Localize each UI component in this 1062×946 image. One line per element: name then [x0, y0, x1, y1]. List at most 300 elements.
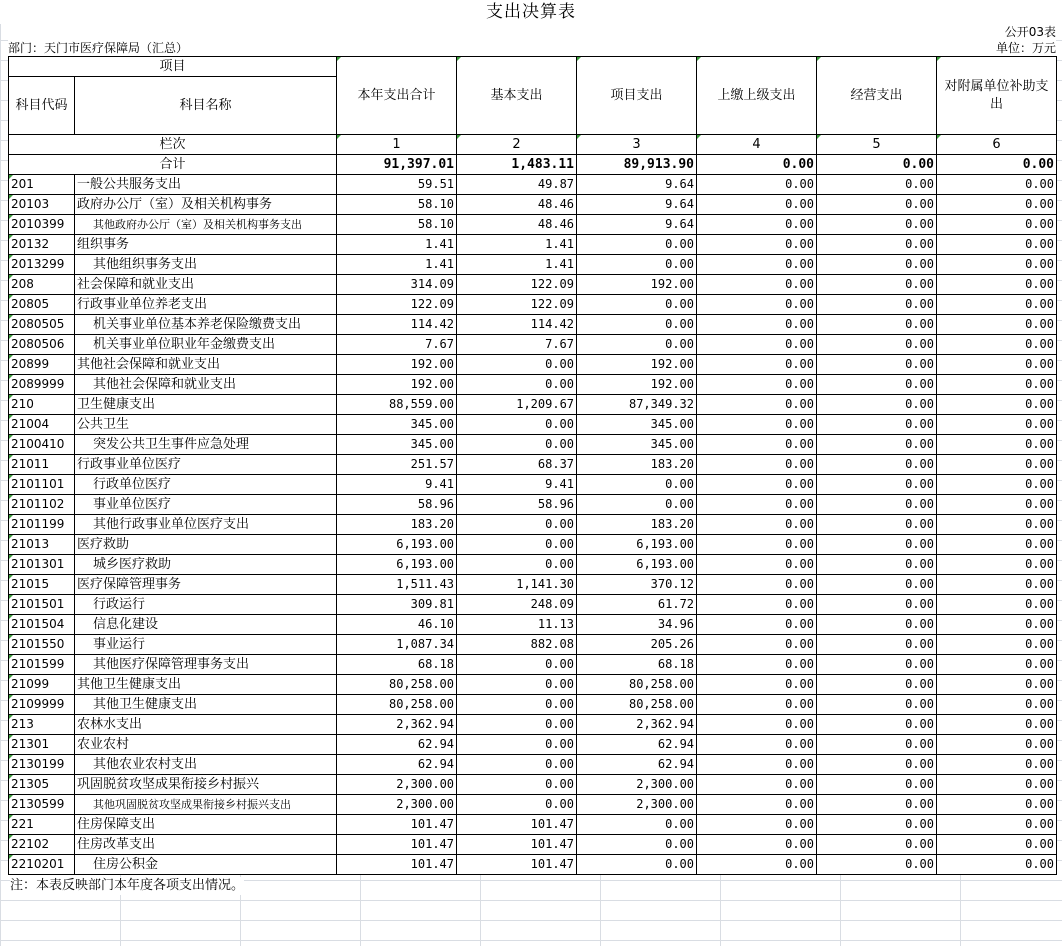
- subject-name-cell[interactable]: 其他组织事务支出: [75, 255, 337, 275]
- subject-name-cell[interactable]: 其他社会保障和就业支出: [75, 355, 337, 375]
- amount-cell[interactable]: 2,300.00: [577, 775, 697, 795]
- amount-cell[interactable]: 2,300.00: [337, 795, 457, 815]
- amount-cell[interactable]: 192.00: [577, 275, 697, 295]
- amount-cell[interactable]: 0.00: [817, 535, 937, 555]
- amount-cell[interactable]: 1.41: [337, 235, 457, 255]
- amount-cell[interactable]: 0.00: [697, 795, 817, 815]
- amount-cell[interactable]: 6,193.00: [337, 535, 457, 555]
- amount-cell[interactable]: 9.64: [577, 175, 697, 195]
- total-value[interactable]: 0.00: [937, 155, 1057, 175]
- amount-cell[interactable]: 0.00: [697, 235, 817, 255]
- subject-name-cell[interactable]: 卫生健康支出: [75, 395, 337, 415]
- amount-cell[interactable]: 68.18: [337, 655, 457, 675]
- amount-cell[interactable]: 0.00: [457, 515, 577, 535]
- amount-cell[interactable]: 0.00: [697, 815, 817, 835]
- amount-cell[interactable]: 0.00: [457, 435, 577, 455]
- amount-cell[interactable]: 192.00: [337, 375, 457, 395]
- subject-name-cell[interactable]: 行政运行: [75, 595, 337, 615]
- amount-cell[interactable]: 48.46: [457, 195, 577, 215]
- amount-cell[interactable]: 0.00: [937, 335, 1057, 355]
- amount-cell[interactable]: 0.00: [697, 755, 817, 775]
- amount-cell[interactable]: 7.67: [337, 335, 457, 355]
- amount-cell[interactable]: 114.42: [337, 315, 457, 335]
- amount-cell[interactable]: 0.00: [817, 235, 937, 255]
- subject-code-cell[interactable]: 213: [9, 715, 75, 735]
- amount-cell[interactable]: 1,141.30: [457, 575, 577, 595]
- subject-code-cell[interactable]: 2210201: [9, 855, 75, 875]
- amount-cell[interactable]: 0.00: [697, 195, 817, 215]
- amount-cell[interactable]: 101.47: [457, 855, 577, 875]
- amount-cell[interactable]: 0.00: [457, 415, 577, 435]
- subject-code-cell[interactable]: 221: [9, 815, 75, 835]
- subject-code-cell[interactable]: 2010399: [9, 215, 75, 235]
- amount-cell[interactable]: 58.96: [337, 495, 457, 515]
- amount-cell[interactable]: 59.51: [337, 175, 457, 195]
- amount-cell[interactable]: 9.41: [337, 475, 457, 495]
- amount-cell[interactable]: 101.47: [337, 835, 457, 855]
- subject-name-cell[interactable]: 事业运行: [75, 635, 337, 655]
- amount-cell[interactable]: 0.00: [817, 855, 937, 875]
- subject-code-cell[interactable]: 2130199: [9, 755, 75, 775]
- amount-cell[interactable]: 0.00: [697, 375, 817, 395]
- subject-name-cell[interactable]: 信息化建设: [75, 615, 337, 635]
- amount-cell[interactable]: 0.00: [577, 855, 697, 875]
- amount-cell[interactable]: 0.00: [937, 595, 1057, 615]
- amount-cell[interactable]: 0.00: [937, 235, 1057, 255]
- amount-cell[interactable]: 122.09: [457, 275, 577, 295]
- index-num[interactable]: 2: [457, 135, 577, 155]
- amount-cell[interactable]: 183.20: [577, 515, 697, 535]
- amount-cell[interactable]: 0.00: [937, 715, 1057, 735]
- subject-name-cell[interactable]: 社会保障和就业支出: [75, 275, 337, 295]
- subject-code-cell[interactable]: 201: [9, 175, 75, 195]
- amount-cell[interactable]: 1.41: [457, 255, 577, 275]
- amount-cell[interactable]: 0.00: [697, 855, 817, 875]
- subject-code-cell[interactable]: 2101301: [9, 555, 75, 575]
- amount-cell[interactable]: 0.00: [937, 675, 1057, 695]
- amount-cell[interactable]: 0.00: [457, 775, 577, 795]
- amount-cell[interactable]: 0.00: [697, 335, 817, 355]
- amount-cell[interactable]: 0.00: [937, 755, 1057, 775]
- amount-cell[interactable]: 114.42: [457, 315, 577, 335]
- amount-cell[interactable]: 0.00: [697, 555, 817, 575]
- amount-cell[interactable]: 0.00: [457, 755, 577, 775]
- subject-code-cell[interactable]: 2100410: [9, 435, 75, 455]
- amount-cell[interactable]: 0.00: [457, 675, 577, 695]
- amount-cell[interactable]: 0.00: [817, 255, 937, 275]
- amount-cell[interactable]: 0.00: [937, 655, 1057, 675]
- amount-cell[interactable]: 0.00: [817, 215, 937, 235]
- amount-cell[interactable]: 0.00: [577, 835, 697, 855]
- amount-cell[interactable]: 1.41: [337, 255, 457, 275]
- amount-cell[interactable]: 9.64: [577, 195, 697, 215]
- amount-cell[interactable]: 0.00: [817, 755, 937, 775]
- index-num[interactable]: 5: [817, 135, 937, 155]
- amount-cell[interactable]: 345.00: [337, 435, 457, 455]
- amount-cell[interactable]: 0.00: [577, 235, 697, 255]
- amount-cell[interactable]: 46.10: [337, 615, 457, 635]
- subject-name-cell[interactable]: 巩固脱贫攻坚成果衔接乡村振兴: [75, 775, 337, 795]
- subject-code-cell[interactable]: 2130599: [9, 795, 75, 815]
- subject-name-cell[interactable]: 机关事业单位基本养老保险缴费支出: [75, 315, 337, 335]
- amount-cell[interactable]: 0.00: [937, 435, 1057, 455]
- amount-cell[interactable]: 0.00: [817, 435, 937, 455]
- amount-cell[interactable]: 101.47: [457, 835, 577, 855]
- amount-cell[interactable]: 0.00: [817, 575, 937, 595]
- amount-cell[interactable]: 0.00: [697, 495, 817, 515]
- amount-cell[interactable]: 0.00: [937, 795, 1057, 815]
- amount-cell[interactable]: 0.00: [817, 355, 937, 375]
- amount-cell[interactable]: 1.41: [457, 235, 577, 255]
- amount-cell[interactable]: 58.10: [337, 215, 457, 235]
- amount-cell[interactable]: 0.00: [817, 195, 937, 215]
- amount-cell[interactable]: 6,193.00: [577, 555, 697, 575]
- subject-code-cell[interactable]: 21301: [9, 735, 75, 755]
- amount-cell[interactable]: 0.00: [697, 675, 817, 695]
- amount-cell[interactable]: 0.00: [817, 615, 937, 635]
- amount-cell[interactable]: 62.94: [577, 735, 697, 755]
- amount-cell[interactable]: 0.00: [937, 855, 1057, 875]
- subject-code-cell[interactable]: 21015: [9, 575, 75, 595]
- subject-name-cell[interactable]: 组织事务: [75, 235, 337, 255]
- amount-cell[interactable]: 0.00: [457, 695, 577, 715]
- amount-cell[interactable]: 192.00: [577, 375, 697, 395]
- amount-cell[interactable]: 68.18: [577, 655, 697, 675]
- amount-cell[interactable]: 0.00: [697, 635, 817, 655]
- total-label[interactable]: 合计: [9, 155, 337, 175]
- subject-name-cell[interactable]: 事业单位医疗: [75, 495, 337, 515]
- amount-cell[interactable]: 248.09: [457, 595, 577, 615]
- header-col-5[interactable]: 经营支出: [817, 57, 937, 135]
- amount-cell[interactable]: 1,209.67: [457, 395, 577, 415]
- amount-cell[interactable]: 0.00: [697, 215, 817, 235]
- amount-cell[interactable]: 0.00: [937, 375, 1057, 395]
- subject-code-cell[interactable]: 2101101: [9, 475, 75, 495]
- amount-cell[interactable]: 0.00: [817, 475, 937, 495]
- amount-cell[interactable]: 0.00: [697, 355, 817, 375]
- header-col-4[interactable]: 上缴上级支出: [697, 57, 817, 135]
- amount-cell[interactable]: 0.00: [937, 635, 1057, 655]
- amount-cell[interactable]: 0.00: [577, 495, 697, 515]
- amount-cell[interactable]: 0.00: [457, 655, 577, 675]
- amount-cell[interactable]: 1,087.34: [337, 635, 457, 655]
- amount-cell[interactable]: 0.00: [457, 355, 577, 375]
- amount-cell[interactable]: 0.00: [817, 675, 937, 695]
- amount-cell[interactable]: 0.00: [937, 495, 1057, 515]
- amount-cell[interactable]: 80,258.00: [337, 675, 457, 695]
- subject-name-cell[interactable]: 其他农业农村支出: [75, 755, 337, 775]
- amount-cell[interactable]: 0.00: [697, 775, 817, 795]
- amount-cell[interactable]: 68.37: [457, 455, 577, 475]
- subject-code-cell[interactable]: 20899: [9, 355, 75, 375]
- amount-cell[interactable]: 0.00: [937, 555, 1057, 575]
- subject-code-cell[interactable]: 2101599: [9, 655, 75, 675]
- amount-cell[interactable]: 0.00: [817, 175, 937, 195]
- amount-cell[interactable]: 205.26: [577, 635, 697, 655]
- amount-cell[interactable]: 0.00: [697, 295, 817, 315]
- amount-cell[interactable]: 11.13: [457, 615, 577, 635]
- subject-code-cell[interactable]: 21099: [9, 675, 75, 695]
- subject-code-cell[interactable]: 210: [9, 395, 75, 415]
- amount-cell[interactable]: 0.00: [697, 255, 817, 275]
- amount-cell[interactable]: 0.00: [697, 275, 817, 295]
- amount-cell[interactable]: 0.00: [577, 475, 697, 495]
- amount-cell[interactable]: 6,193.00: [337, 555, 457, 575]
- amount-cell[interactable]: 101.47: [457, 815, 577, 835]
- amount-cell[interactable]: 0.00: [697, 735, 817, 755]
- amount-cell[interactable]: 80,258.00: [577, 695, 697, 715]
- subject-code-cell[interactable]: 2080505: [9, 315, 75, 335]
- total-value[interactable]: 0.00: [817, 155, 937, 175]
- amount-cell[interactable]: 0.00: [817, 555, 937, 575]
- amount-cell[interactable]: 882.08: [457, 635, 577, 655]
- amount-cell[interactable]: 2,362.94: [337, 715, 457, 735]
- amount-cell[interactable]: 0.00: [817, 695, 937, 715]
- amount-cell[interactable]: 80,258.00: [337, 695, 457, 715]
- amount-cell[interactable]: 0.00: [937, 215, 1057, 235]
- subject-code-cell[interactable]: 21011: [9, 455, 75, 475]
- amount-cell[interactable]: 62.94: [337, 755, 457, 775]
- amount-cell[interactable]: 345.00: [577, 415, 697, 435]
- amount-cell[interactable]: 0.00: [937, 415, 1057, 435]
- amount-cell[interactable]: 2,362.94: [577, 715, 697, 735]
- subject-code-cell[interactable]: 2101504: [9, 615, 75, 635]
- amount-cell[interactable]: 345.00: [577, 435, 697, 455]
- amount-cell[interactable]: 0.00: [937, 275, 1057, 295]
- amount-cell[interactable]: 61.72: [577, 595, 697, 615]
- amount-cell[interactable]: 2,300.00: [337, 775, 457, 795]
- amount-cell[interactable]: 0.00: [697, 835, 817, 855]
- subject-name-cell[interactable]: 其他卫生健康支出: [75, 675, 337, 695]
- amount-cell[interactable]: 0.00: [817, 515, 937, 535]
- amount-cell[interactable]: 0.00: [697, 455, 817, 475]
- amount-cell[interactable]: 0.00: [697, 515, 817, 535]
- amount-cell[interactable]: 62.94: [577, 755, 697, 775]
- amount-cell[interactable]: 183.20: [337, 515, 457, 535]
- amount-cell[interactable]: 251.57: [337, 455, 457, 475]
- subject-code-cell[interactable]: 21305: [9, 775, 75, 795]
- amount-cell[interactable]: 0.00: [937, 315, 1057, 335]
- amount-cell[interactable]: 0.00: [697, 315, 817, 335]
- amount-cell[interactable]: 2,300.00: [577, 795, 697, 815]
- amount-cell[interactable]: 88,559.00: [337, 395, 457, 415]
- amount-cell[interactable]: 122.09: [457, 295, 577, 315]
- amount-cell[interactable]: 0.00: [817, 375, 937, 395]
- subject-name-cell[interactable]: 公共卫生: [75, 415, 337, 435]
- subject-code-cell[interactable]: 20132: [9, 235, 75, 255]
- amount-cell[interactable]: 0.00: [577, 295, 697, 315]
- amount-cell[interactable]: 0.00: [937, 815, 1057, 835]
- amount-cell[interactable]: 0.00: [817, 735, 937, 755]
- subject-name-cell[interactable]: 行政事业单位养老支出: [75, 295, 337, 315]
- subject-name-cell[interactable]: 住房公积金: [75, 855, 337, 875]
- amount-cell[interactable]: 0.00: [697, 395, 817, 415]
- amount-cell[interactable]: 0.00: [817, 455, 937, 475]
- amount-cell[interactable]: 0.00: [937, 835, 1057, 855]
- amount-cell[interactable]: 80,258.00: [577, 675, 697, 695]
- total-value[interactable]: 91,397.01: [337, 155, 457, 175]
- amount-cell[interactable]: 62.94: [337, 735, 457, 755]
- amount-cell[interactable]: 192.00: [577, 355, 697, 375]
- amount-cell[interactable]: 101.47: [337, 855, 457, 875]
- amount-cell[interactable]: 0.00: [697, 435, 817, 455]
- subject-name-cell[interactable]: 行政事业单位医疗: [75, 455, 337, 475]
- amount-cell[interactable]: 0.00: [937, 295, 1057, 315]
- amount-cell[interactable]: 0.00: [937, 455, 1057, 475]
- amount-cell[interactable]: 0.00: [697, 475, 817, 495]
- subject-name-cell[interactable]: 城乡医疗救助: [75, 555, 337, 575]
- total-value[interactable]: 1,483.11: [457, 155, 577, 175]
- amount-cell[interactable]: 0.00: [577, 335, 697, 355]
- amount-cell[interactable]: 0.00: [817, 775, 937, 795]
- subject-name-cell[interactable]: 其他医疗保障管理事务支出: [75, 655, 337, 675]
- subject-code-cell[interactable]: 21004: [9, 415, 75, 435]
- header-code[interactable]: 科目代码: [9, 77, 75, 135]
- subject-code-cell[interactable]: 2013299: [9, 255, 75, 275]
- amount-cell[interactable]: 0.00: [817, 795, 937, 815]
- subject-name-cell[interactable]: 农林水支出: [75, 715, 337, 735]
- amount-cell[interactable]: 0.00: [817, 715, 937, 735]
- header-col-1[interactable]: 本年支出合计: [337, 57, 457, 135]
- amount-cell[interactable]: 0.00: [697, 595, 817, 615]
- amount-cell[interactable]: 0.00: [817, 495, 937, 515]
- subject-name-cell[interactable]: 其他社会保障和就业支出: [75, 375, 337, 395]
- total-value[interactable]: 89,913.90: [577, 155, 697, 175]
- amount-cell[interactable]: 0.00: [697, 575, 817, 595]
- subject-code-cell[interactable]: 2080506: [9, 335, 75, 355]
- amount-cell[interactable]: 0.00: [457, 795, 577, 815]
- amount-cell[interactable]: 0.00: [457, 555, 577, 575]
- amount-cell[interactable]: 183.20: [577, 455, 697, 475]
- amount-cell[interactable]: 58.10: [337, 195, 457, 215]
- amount-cell[interactable]: 0.00: [697, 415, 817, 435]
- index-num[interactable]: 6: [937, 135, 1057, 155]
- amount-cell[interactable]: 0.00: [577, 255, 697, 275]
- amount-cell[interactable]: 0.00: [697, 535, 817, 555]
- subject-name-cell[interactable]: 住房保障支出: [75, 815, 337, 835]
- subject-name-cell[interactable]: 突发公共卫生事件应急处理: [75, 435, 337, 455]
- amount-cell[interactable]: 0.00: [937, 175, 1057, 195]
- subject-name-cell[interactable]: 其他卫生健康支出: [75, 695, 337, 715]
- amount-cell[interactable]: 0.00: [817, 815, 937, 835]
- amount-cell[interactable]: 101.47: [337, 815, 457, 835]
- amount-cell[interactable]: 0.00: [817, 335, 937, 355]
- index-num[interactable]: 4: [697, 135, 817, 155]
- index-num[interactable]: 1: [337, 135, 457, 155]
- header-col-2[interactable]: 基本支出: [457, 57, 577, 135]
- subject-name-cell[interactable]: 住房改革支出: [75, 835, 337, 855]
- subject-name-cell[interactable]: 一般公共服务支出: [75, 175, 337, 195]
- subject-name-cell[interactable]: 其他政府办公厅（室）及相关机构事务支出: [75, 215, 337, 235]
- amount-cell[interactable]: 0.00: [817, 655, 937, 675]
- amount-cell[interactable]: 0.00: [457, 535, 577, 555]
- subject-name-cell[interactable]: 农业农村: [75, 735, 337, 755]
- amount-cell[interactable]: 0.00: [697, 655, 817, 675]
- amount-cell[interactable]: 0.00: [577, 815, 697, 835]
- amount-cell[interactable]: 58.96: [457, 495, 577, 515]
- subject-code-cell[interactable]: 2101102: [9, 495, 75, 515]
- amount-cell[interactable]: 0.00: [937, 695, 1057, 715]
- amount-cell[interactable]: 0.00: [937, 515, 1057, 535]
- index-label[interactable]: 栏次: [9, 135, 337, 155]
- amount-cell[interactable]: 345.00: [337, 415, 457, 435]
- subject-name-cell[interactable]: 其他巩固脱贫攻坚成果衔接乡村振兴支出: [75, 795, 337, 815]
- amount-cell[interactable]: 7.67: [457, 335, 577, 355]
- subject-name-cell[interactable]: 行政单位医疗: [75, 475, 337, 495]
- subject-name-cell[interactable]: 机关事业单位职业年金缴费支出: [75, 335, 337, 355]
- amount-cell[interactable]: 6,193.00: [577, 535, 697, 555]
- amount-cell[interactable]: 0.00: [697, 175, 817, 195]
- amount-cell[interactable]: 49.87: [457, 175, 577, 195]
- amount-cell[interactable]: 0.00: [937, 615, 1057, 635]
- subject-name-cell[interactable]: 医疗救助: [75, 535, 337, 555]
- amount-cell[interactable]: 0.00: [817, 595, 937, 615]
- amount-cell[interactable]: 0.00: [817, 295, 937, 315]
- subject-code-cell[interactable]: 22102: [9, 835, 75, 855]
- amount-cell[interactable]: 309.81: [337, 595, 457, 615]
- amount-cell[interactable]: 0.00: [817, 275, 937, 295]
- amount-cell[interactable]: 0.00: [817, 315, 937, 335]
- amount-cell[interactable]: 192.00: [337, 355, 457, 375]
- amount-cell[interactable]: 0.00: [817, 635, 937, 655]
- amount-cell[interactable]: 0.00: [457, 375, 577, 395]
- index-num[interactable]: 3: [577, 135, 697, 155]
- header-name[interactable]: 科目名称: [75, 77, 337, 135]
- amount-cell[interactable]: 0.00: [937, 195, 1057, 215]
- amount-cell[interactable]: 122.09: [337, 295, 457, 315]
- subject-code-cell[interactable]: 208: [9, 275, 75, 295]
- amount-cell[interactable]: 48.46: [457, 215, 577, 235]
- amount-cell[interactable]: 314.09: [337, 275, 457, 295]
- amount-cell[interactable]: 0.00: [697, 695, 817, 715]
- amount-cell[interactable]: 0.00: [697, 715, 817, 735]
- amount-cell[interactable]: 1,511.43: [337, 575, 457, 595]
- amount-cell[interactable]: 0.00: [817, 395, 937, 415]
- amount-cell[interactable]: 0.00: [937, 255, 1057, 275]
- subject-code-cell[interactable]: 2101199: [9, 515, 75, 535]
- amount-cell[interactable]: 0.00: [937, 355, 1057, 375]
- header-col-3[interactable]: 项目支出: [577, 57, 697, 135]
- amount-cell[interactable]: 0.00: [937, 395, 1057, 415]
- subject-code-cell[interactable]: 2101501: [9, 595, 75, 615]
- amount-cell[interactable]: 370.12: [577, 575, 697, 595]
- amount-cell[interactable]: 9.41: [457, 475, 577, 495]
- amount-cell[interactable]: 87,349.32: [577, 395, 697, 415]
- header-project[interactable]: 项目: [9, 57, 337, 77]
- subject-name-cell[interactable]: 医疗保障管理事务: [75, 575, 337, 595]
- subject-code-cell[interactable]: 2089999: [9, 375, 75, 395]
- amount-cell[interactable]: 0.00: [937, 535, 1057, 555]
- amount-cell[interactable]: 0.00: [937, 575, 1057, 595]
- amount-cell[interactable]: 0.00: [457, 715, 577, 735]
- amount-cell[interactable]: 0.00: [937, 735, 1057, 755]
- amount-cell[interactable]: 0.00: [817, 415, 937, 435]
- subject-name-cell[interactable]: 政府办公厅（室）及相关机构事务: [75, 195, 337, 215]
- amount-cell[interactable]: 0.00: [937, 475, 1057, 495]
- amount-cell[interactable]: 0.00: [937, 775, 1057, 795]
- amount-cell[interactable]: 0.00: [817, 835, 937, 855]
- amount-cell[interactable]: 0.00: [697, 615, 817, 635]
- subject-code-cell[interactable]: 20103: [9, 195, 75, 215]
- subject-code-cell[interactable]: 21013: [9, 535, 75, 555]
- amount-cell[interactable]: 9.64: [577, 215, 697, 235]
- amount-cell[interactable]: 34.96: [577, 615, 697, 635]
- total-value[interactable]: 0.00: [697, 155, 817, 175]
- subject-name-cell[interactable]: 其他行政事业单位医疗支出: [75, 515, 337, 535]
- header-col-6[interactable]: 对附属单位补助支出: [937, 57, 1057, 135]
- amount-cell[interactable]: 0.00: [577, 315, 697, 335]
- subject-code-cell[interactable]: 2109999: [9, 695, 75, 715]
